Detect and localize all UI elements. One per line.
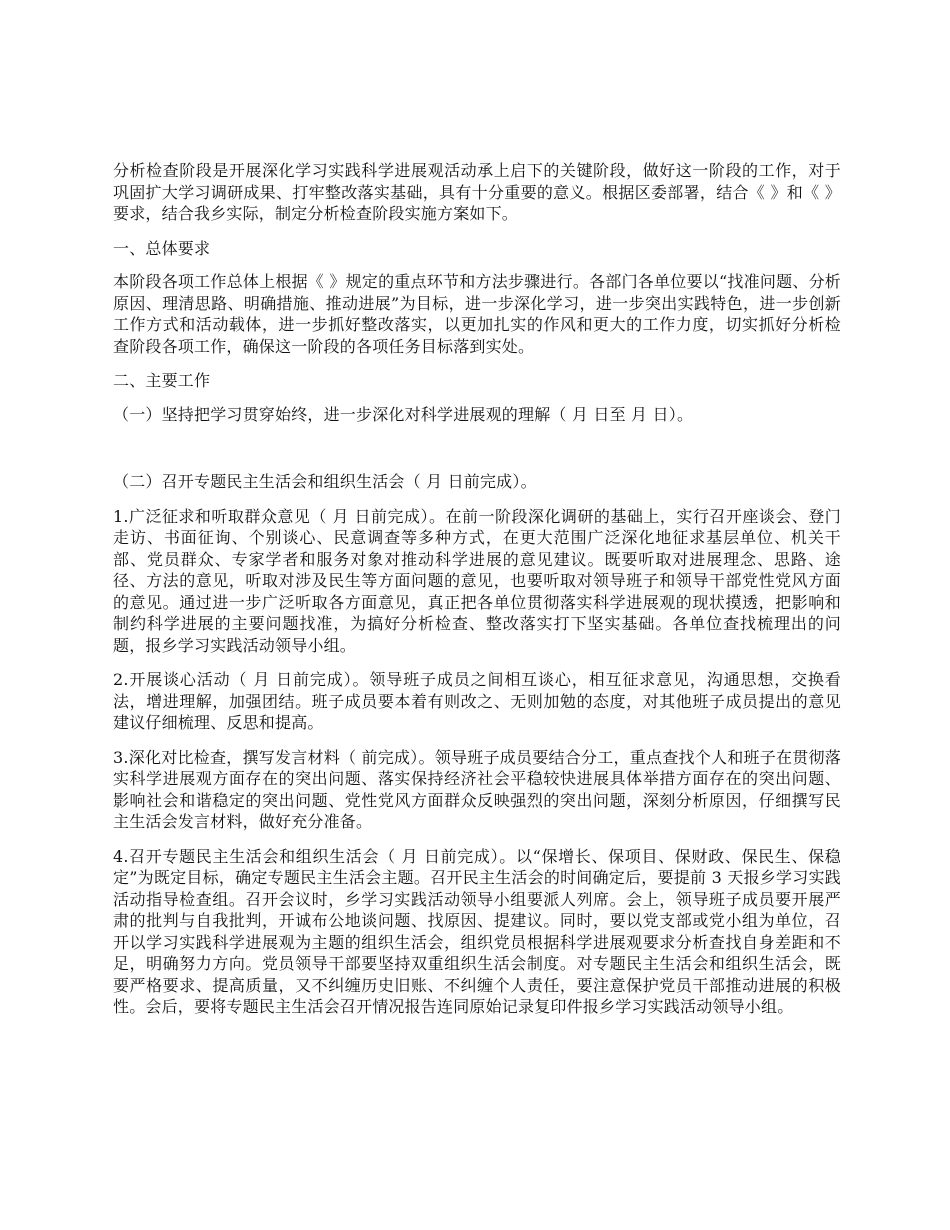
intro-paragraph: 分析检查阶段是开展深化学习实践科学进展观活动承上启下的关键阶段，做好这一阶段的工作，对于巩固扩大学习调研成果、打牢整改落实基础，具有十分重要的意义。根据区委部署，结合《 》和《 》要求，结合我乡实际，制定分析检查阶段实施方案如下。: [113, 161, 841, 223]
subsection-heading-2: （二）召开专题民主生活会和组织生活会（ 月 日前完成）。: [113, 472, 537, 491]
item-2-paragraph: 2.开展谈心活动（ 月 日前完成）。领导班子成员之间相互谈心，相互征求意见，沟通思想，交换看法，增进理解，加强团结。班子成员要本着有则改之、无则加勉的态度，对其他班子成员提出的意见建议仔细梳理、反思和提高。: [113, 670, 841, 732]
item-3-paragraph: 3.深化对比检查，撰写发言材料（ 前完成）。领导班子成员要结合分工，重点查找个人和班子在贯彻落实科学进展观方面存在的突出问题、落实保持经济社会平稳较快进展具体举措方面存在的突出问题、影响社会和谐稳定的突出问题、党性党风方面群众反映强烈的突出问题，深刻分析原因，仔细撰写民主生活会发言材料，做好充分准备。: [113, 747, 841, 831]
document-body: [113, 160, 841, 1031]
overall-requirements-paragraph: 本阶段各项工作总体上根据《 》规定的重点环节和方法步骤进行。各部门各单位要以“找准问题、分析原因、理清思路、明确措施、推动进展”为目标，进一步深化学习，进一步突出实践特色，进一步创新工作方式和活动载体，进一步抓好整改落实，以更加扎实的作风和更大的工作力度，切实抓好分析检查阶段各项工作，确保这一阶段的各项任务目标落到实处。: [113, 272, 841, 356]
item-4-paragraph: 4.召开专题民主生活会和组织生活会（ 月 日前完成）。以“保增长、保项目、保财政、保民生、保稳定”为既定目标，确定专题民主生活会主题。召开民主生活会的时间确定后，要提前 3 天报乡学习实践活动指导检查组。召开会议时，乡学习实践活动领导小组要派人列席。会上，领导班子成员要开展严肃的批判与自我批判，开诚布公地谈问题、找原因、提建议。同时，要以党支部或党小组为单位，召开以学习实践科学进展观为主题的组织生活会，组织党员根据科学进展观要求分析查找自身差距和不足，明确努力方向。党员领导干部要坚持双重组织生活会制度。对专题民主生活会和组织生活会，既要严格要求、提高质量，又不纠缠历史旧账、不纠缠个人责任，要注意保护党员干部推动进展的积极性。会后，要将专题民主生活会召开情况报告连同原始记录复印件报乡学习实践活动领导小组。: [113, 846, 841, 1016]
section-heading-overall-requirements: 一、总体要求: [113, 238, 211, 258]
subsection-heading-1: （一）坚持把学习贯穿始终，进一步深化对科学进展观的理解（ 月 日至 月 日）。: [113, 404, 694, 424]
section-heading-main-work: 二、主要工作: [113, 371, 211, 390]
item-1-paragraph: 1.广泛征求和听取群众意见（ 月 日前完成）。在前一阶段深化调研的基础上，实行召开座谈会、登门走访、书面征询、个别谈心、民意调查等多种方式，在更大范围广泛深化地征求基层单位、机关干部、党员群众、专家学者和服务对象对推动科学进展的意见建议。既要听取对进展理念、思路、途径、方法的意见，听取对涉及民生等方面问题的意见，也要听取对领导班子和领导干部党性党风方面的意见。通过进一步广泛听取各方面意见，真正把各单位贯彻落实科学进展观的现状摸透，把影响和制约科学进展的主要问题找准，为搞好分析检查、整改落实打下坚实基础。各单位查找梳理出的问题，报乡学习实践活动领导小组。: [113, 506, 841, 655]
